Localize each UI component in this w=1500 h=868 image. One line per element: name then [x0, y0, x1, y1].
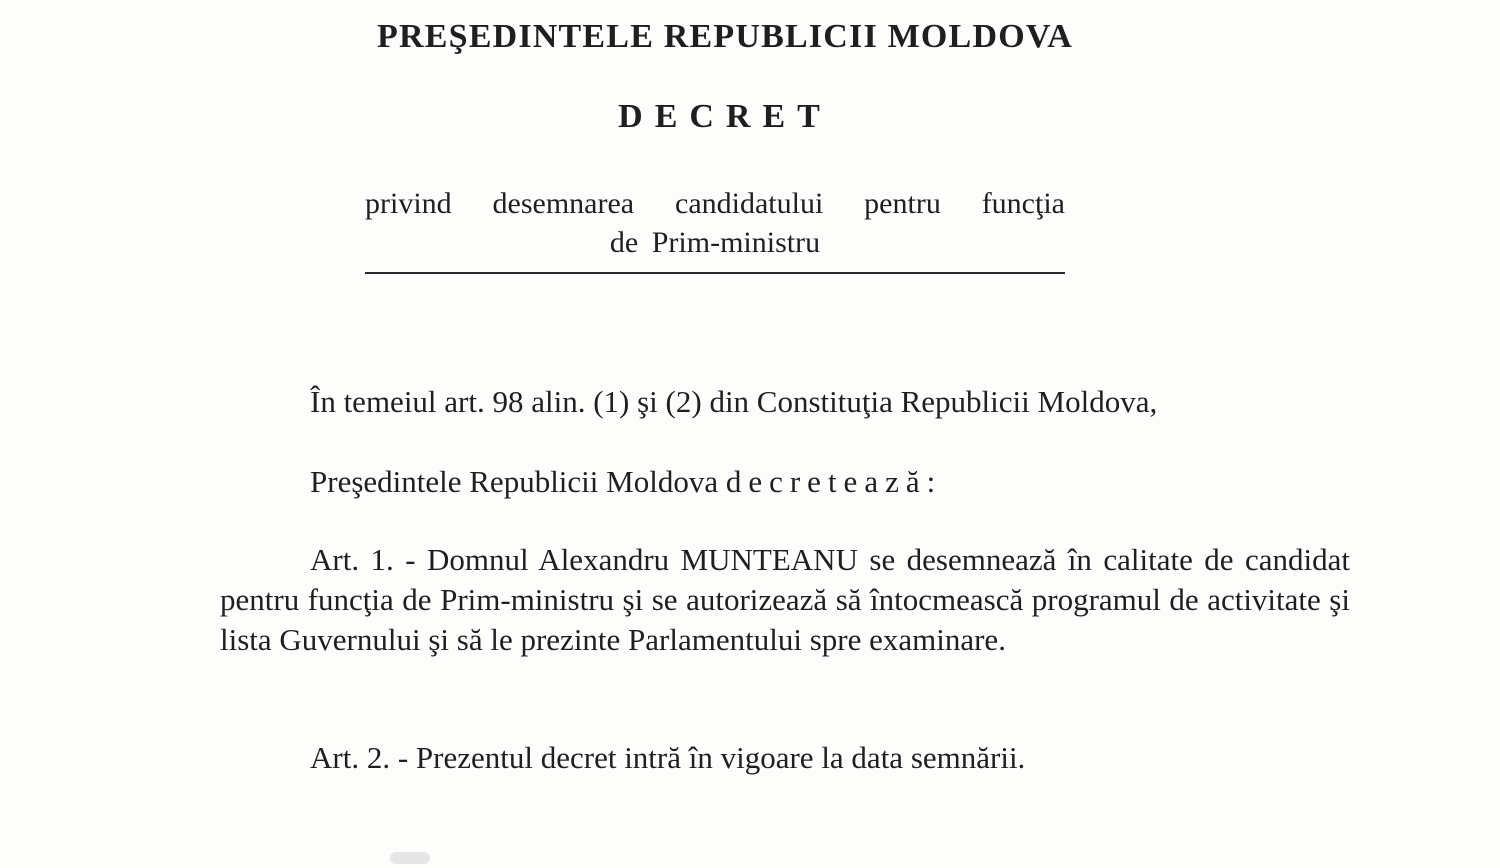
enacting-subject: Preşedintele Republicii Moldova — [310, 464, 719, 499]
subject-line-2: de Prim-ministru — [609, 226, 821, 259]
scan-mark — [390, 852, 430, 864]
document-type-heading: DECRET — [618, 98, 832, 135]
article-2-label: Art. 2. - — [310, 740, 409, 775]
decree-subject — [365, 184, 1065, 274]
legal-basis-paragraph: În temeiul art. 98 alin. (1) şi (2) din Constituţia Republicii Moldova, — [310, 384, 1158, 419]
article-2-text: Prezentul decret intră în vigoare la data semnării. — [415, 740, 1026, 775]
issuer-heading: PREŞEDINTELE REPUBLICII MOLDOVA — [377, 18, 1073, 55]
article-1-text: Domnul Alexandru MUNTEANU se desemnează în calitate de candidat pentru funcţia de Prim-ministru şi se autorizează să întocmească programul de activitate şi lista Guvernului şi să le prezinte Parlamentului spre examinare. — [220, 542, 1350, 657]
subject-line-1: privind desemnarea candidatului pentru funcţia — [365, 187, 1065, 220]
article-1-label: Art. 1. - — [310, 542, 416, 577]
enacting-verb: decretează: — [725, 464, 943, 499]
article-1 — [220, 540, 1350, 660]
article-2 — [310, 738, 1025, 778]
enacting-clause — [310, 462, 942, 502]
